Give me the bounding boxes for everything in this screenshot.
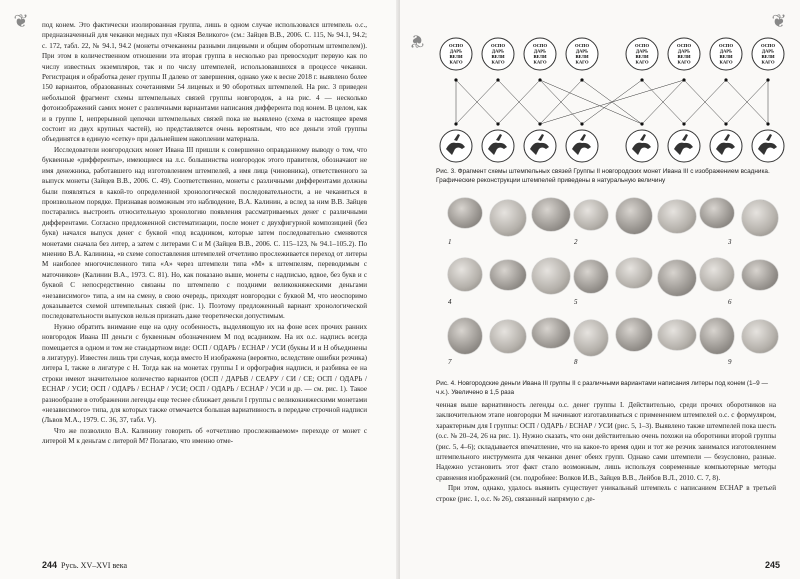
stamp-legend-text: ДАРЬ (449, 48, 463, 54)
stamp-legend-text: КАГО (677, 59, 691, 65)
coin-photo (616, 318, 652, 351)
coin-photo (742, 200, 778, 236)
left-page-body (42, 20, 367, 447)
stamp-legend-text: ВЕЛИ (575, 54, 589, 59)
corner-ornament-icon: ❦ (409, 31, 425, 51)
stamp-legend-text: КАГО (761, 59, 775, 65)
stamp-legend-text: ВЕЛИ (677, 54, 691, 59)
stamp-legend-text: ВЕЛИ (719, 54, 733, 59)
stamp-legend-text: КАГО (533, 59, 547, 65)
coin-number-label: 3 (728, 238, 732, 246)
coin-photo (574, 320, 608, 356)
coin-photo (448, 198, 482, 228)
stamp-legend-text: ДАРЬ (761, 48, 775, 54)
stamp-node (538, 78, 541, 81)
stamp-legend-text: ВЕЛИ (449, 54, 463, 59)
coin-photo (742, 260, 778, 290)
coin-number-label: 2 (574, 238, 578, 246)
corner-ornament-icon: ❦ (771, 11, 787, 31)
right-page-body (436, 400, 776, 504)
stamp-legend-text: КАГО (449, 59, 463, 65)
stamp-node (538, 122, 541, 125)
stamp-node (640, 122, 643, 125)
coin-number-label: 6 (728, 298, 732, 306)
stamp-node (580, 78, 583, 81)
stamp-legend-text: ОСПО (634, 43, 650, 48)
coin-number-label: 1 (448, 238, 452, 246)
coin-photo (658, 200, 696, 233)
stamp-node (454, 78, 457, 81)
stamp-node (454, 122, 457, 125)
coin-photo (700, 198, 734, 228)
coin-photo (574, 260, 608, 293)
stamp-legend-text: ОСПО (676, 43, 692, 48)
stamp-node (682, 122, 685, 125)
stamp-legend-text: ДАРЬ (491, 48, 505, 54)
paragraph: ченная выше вариативность легенды о.с. денег группы I. Действительно, среди прочих оборотников на заключительном этапе новгородки М начинают изготавливаться с применением штемпелей о.с. с формуляром, характерным для I группы: ОСП / ОДАРЬ / ЕСНАР / УСИ (рис. 5, 1–3). Выявлено также штемпелей пока шесть (о.с. № 20–24, 26 на рис. 1). Нужно сказать, что они действительно очень похожи на оборотники второй группы (рис. 5, 4–6); складывается впечатление, что на какое-то время один и тот же резчик занимался изготовлением штемпельного инструмента для чеканки денег обеих групп. Однако сами штемпели — безусловно, разные. Надежно установить этот факт стало возможным, лишь используя современные компьютерные методы сравнения изображений (см. подробнее: Волков И.В., Зайцев В.В., Лейбов В.Л., 2010. С. 7, 8). (436, 401, 776, 482)
coin-photo (490, 320, 526, 353)
coin-photo (658, 320, 696, 350)
coin-photo (532, 318, 570, 348)
coin-photo (490, 260, 526, 290)
page-number: 245 (764, 560, 780, 570)
stamp-legend-text: ДАРЬ (635, 48, 649, 54)
coin-photo (532, 198, 570, 231)
coin-photo (616, 258, 652, 288)
stamp-legend-text: ВЕЛИ (761, 54, 775, 59)
stamp-legend-text: ДАРЬ (677, 48, 691, 54)
stamp-legend-text: ВЕЛИ (635, 54, 649, 59)
stamp-node (766, 78, 769, 81)
coin-photo (658, 260, 696, 296)
coin-photo (574, 200, 608, 230)
stamp-legend-text: ОСПО (574, 43, 590, 48)
page-number: 244 (42, 560, 58, 570)
stamp-legend-text: ВЕЛИ (533, 54, 547, 59)
coin-number-label: 8 (574, 358, 578, 366)
coin-photo (742, 320, 778, 353)
paragraph: При этом, однако, удалось выявить существует уникальный штемпель с написанием ЕСНАР в третьей строке (рис. 1, о.с. № 26), связанный напрямую с де- (436, 484, 776, 503)
paragraph: Что же позволило В.А. Калинину говорить об «отчетливо прослеживаемом» переходе от монет с литерой М к деньгам с литерой М? Полагаю, что именно отме- (42, 426, 367, 446)
stamp-legend-text: ОСПО (718, 43, 734, 48)
stamp-legend-text: КАГО (491, 59, 505, 65)
coin-number-label: 7 (448, 358, 452, 366)
paragraph: под конем. Это фактически изолированная группа, лишь в одном случае использовался штемпель о.с., предназначенный для чеканки медных пул «Князя Великого» (см.: Зайцев В.В., 2006. С. 115, № 94.1, 94.2; с. 172, табл. 22, № 94.1, 94.2 (монеты отчеканены разными лицевыми и общим оборотным штемпелем)). При этом в количественном отношении эта вторая группа в несколько раз превосходит первую как по числу известных экземпляров, так и по числу штемпелей, использовавшихся в процессе чеканки. Регистрация и обработка денег группы II далеко от завершения, однако уже к весне 2018 г. выявлено более 150 вариантов, образованных сочетаниями 54 лицевых и 90 оборотных штемпелей. На рис. 3 приведен небольшой фрагмент схемы штемпельных связей группы новгородок, а на рис. 4 — несколько фотоизображений самих монет с различными вариантами написания дифферента под конем. В целом, как и в группе I, непрерывной цепочки штемпельных связей пока не выявлено (схема в настоящее время состоит из двух крупных частей), но представляется очень вероятным, что все деньги этой группы объединятся в единую «сетку» при дальнейшем накоплении материала. (42, 21, 367, 144)
stamp-legend-text: КАГО (719, 59, 733, 65)
coin-photo (700, 318, 734, 354)
stamp-link-line (540, 80, 684, 124)
paragraph: Нужно обратить внимание еще на одну особенность, выделяющую их на фоне всех прочих ранних новгородок Ивана III деньги с буквенным обозначением М под всадником. На их о.с. надпись всегда помещается в одном и том же стандартном виде: ОСП / ОДАРЬ / ЕСНАР / УСИ (буквы И и Н объединены в лигатуру). Известен лишь три случая, когда вместо Н изображена (вероятно, вследствие ошибки резчика) литера Ι, также в лигатуре с Н. Тогда как на монетах группы I и орфография надписи, и разбивка ее на строки имеют значительное количество вариантов (ОСП / ДАРЬВ / СЕАРУ / СИ / СЕ; ОСП / ОДАРЬ / ЕСНАР / УСИ; ОСП / ОДАРЬ / ЕСНАР / УСИ; ОСП / ОДАРЬ / ЕСНАР / УСИ и др. — см. рис. 1). Такое разнообразие в отображении легенды еще теснее сближает деньги I группы с великокняжескими монетами «независимого» типа, для которых также отмечается большая вариативность в передаче строчной надписи (Львов М.А., 1979. С. 36, 37, табл. V). (42, 322, 367, 425)
stamp-link-scheme (436, 36, 788, 164)
stamp-node (766, 122, 769, 125)
coin-number-label: 5 (574, 298, 578, 306)
figure-4-caption: Рис. 4. Новгородские деньги Ивана III группы II с различными вариантами написания литеры под конем (1–9 — ч.к.). Увеличено в 1,5 раза (436, 380, 768, 396)
figure-3-caption: Рис. 3. Фрагмент схемы штемпельных связей Группы II новгородских монет Ивана III с изображением всадника. Графические реконструкции штемпелей приведены в натуральную величину (436, 168, 770, 184)
stamp-node (496, 122, 499, 125)
right-folio (765, 560, 780, 570)
running-head: Русь. XV–XVI века (61, 561, 128, 570)
coin-photo (616, 198, 652, 234)
stamp-node (682, 78, 685, 81)
stamp-node (724, 122, 727, 125)
stamp-legend-text: ОСПО (532, 43, 548, 48)
stamp-legend-text: КАГО (575, 59, 589, 65)
stamp-legend-text: ОСПО (490, 43, 506, 48)
stamp-legend-text: ДАРЬ (575, 48, 589, 54)
stamp-legend-text: ВЕЛИ (491, 54, 505, 59)
stamp-node (724, 78, 727, 81)
stamp-legend-text: ОСПО (760, 43, 776, 48)
coin-photo (700, 258, 734, 291)
coin-photo (490, 200, 526, 236)
left-folio (42, 560, 127, 570)
coin-photo (532, 258, 570, 294)
coin-number-label: 4 (448, 298, 452, 306)
stamp-node (640, 78, 643, 81)
corner-ornament-icon: ❦ (13, 11, 29, 31)
coin-photo (448, 258, 482, 291)
paragraph: Исследователи новгородских монет Ивана III пришли к совершенно оправданному выводу о том, что буквенные «дифференты», имеющиеся на л.с. большинства новгородок этого правителя, обозначают не имя денежника, работавшего над изготовлением штемпелей, а имя лица (чиновника), ответственного за выпуск монеты (Зайцев В.В., 2006. С. 49). Соответственно, монеты с различными дифферентами должны были появляться в какой-то определенной хронологической последовательности, а не чеканиться в произвольном порядке. Признавая возможным это наблюдение, В.А. Калинин, а вслед за ним В.В. Зайцев постарались выстроить относительную хронологию появления рассматриваемых денег с различными дифферентами. Согласно предложенной систематизации, после монет с двухфигурной композицией (без букв) начался выпуск денег с буквой «под всадником, которые затем последовательно сменяются монетами сначала без литер, а затем с литерами С и М (Зайцев В.В., 2006. С. 115–123, № 94.1–105.2). По мнению В.А. Калинина, «в схеме сопоставления штемпелей отчетливо прослеживается переход от литеры М наиболее многочисленного типа «А» через штемпели типа «М» к штемпелям, переводимым с маточников» (Калинин В.А., 1973. С. 81). Но, как показано выше, монеты с надписью, вдвое, без букв и с буквой С непосредственно связаны по штемпелю с поздними великокняжескими деньгами «независимого» типа, а им на смену, в свою очередь, приходят новгородки с буквой М, что неоспоримо доказывается схемой штемпельных связей (рис. 1). Поэтому предложенный вариант хронологической последовательности выпусков нельзя признать даже теоретически допустимым. (42, 145, 367, 321)
stamp-node (496, 78, 499, 81)
stamp-legend-text: ДАРЬ (719, 48, 733, 54)
stamp-legend-text: ОСПО (448, 43, 464, 48)
stamp-legend-text: ДАРЬ (533, 48, 547, 54)
stamp-legend-text: КАГО (635, 59, 649, 65)
coin-number-label: 9 (728, 358, 732, 366)
stamp-node (580, 122, 583, 125)
coin-photo (448, 318, 482, 354)
